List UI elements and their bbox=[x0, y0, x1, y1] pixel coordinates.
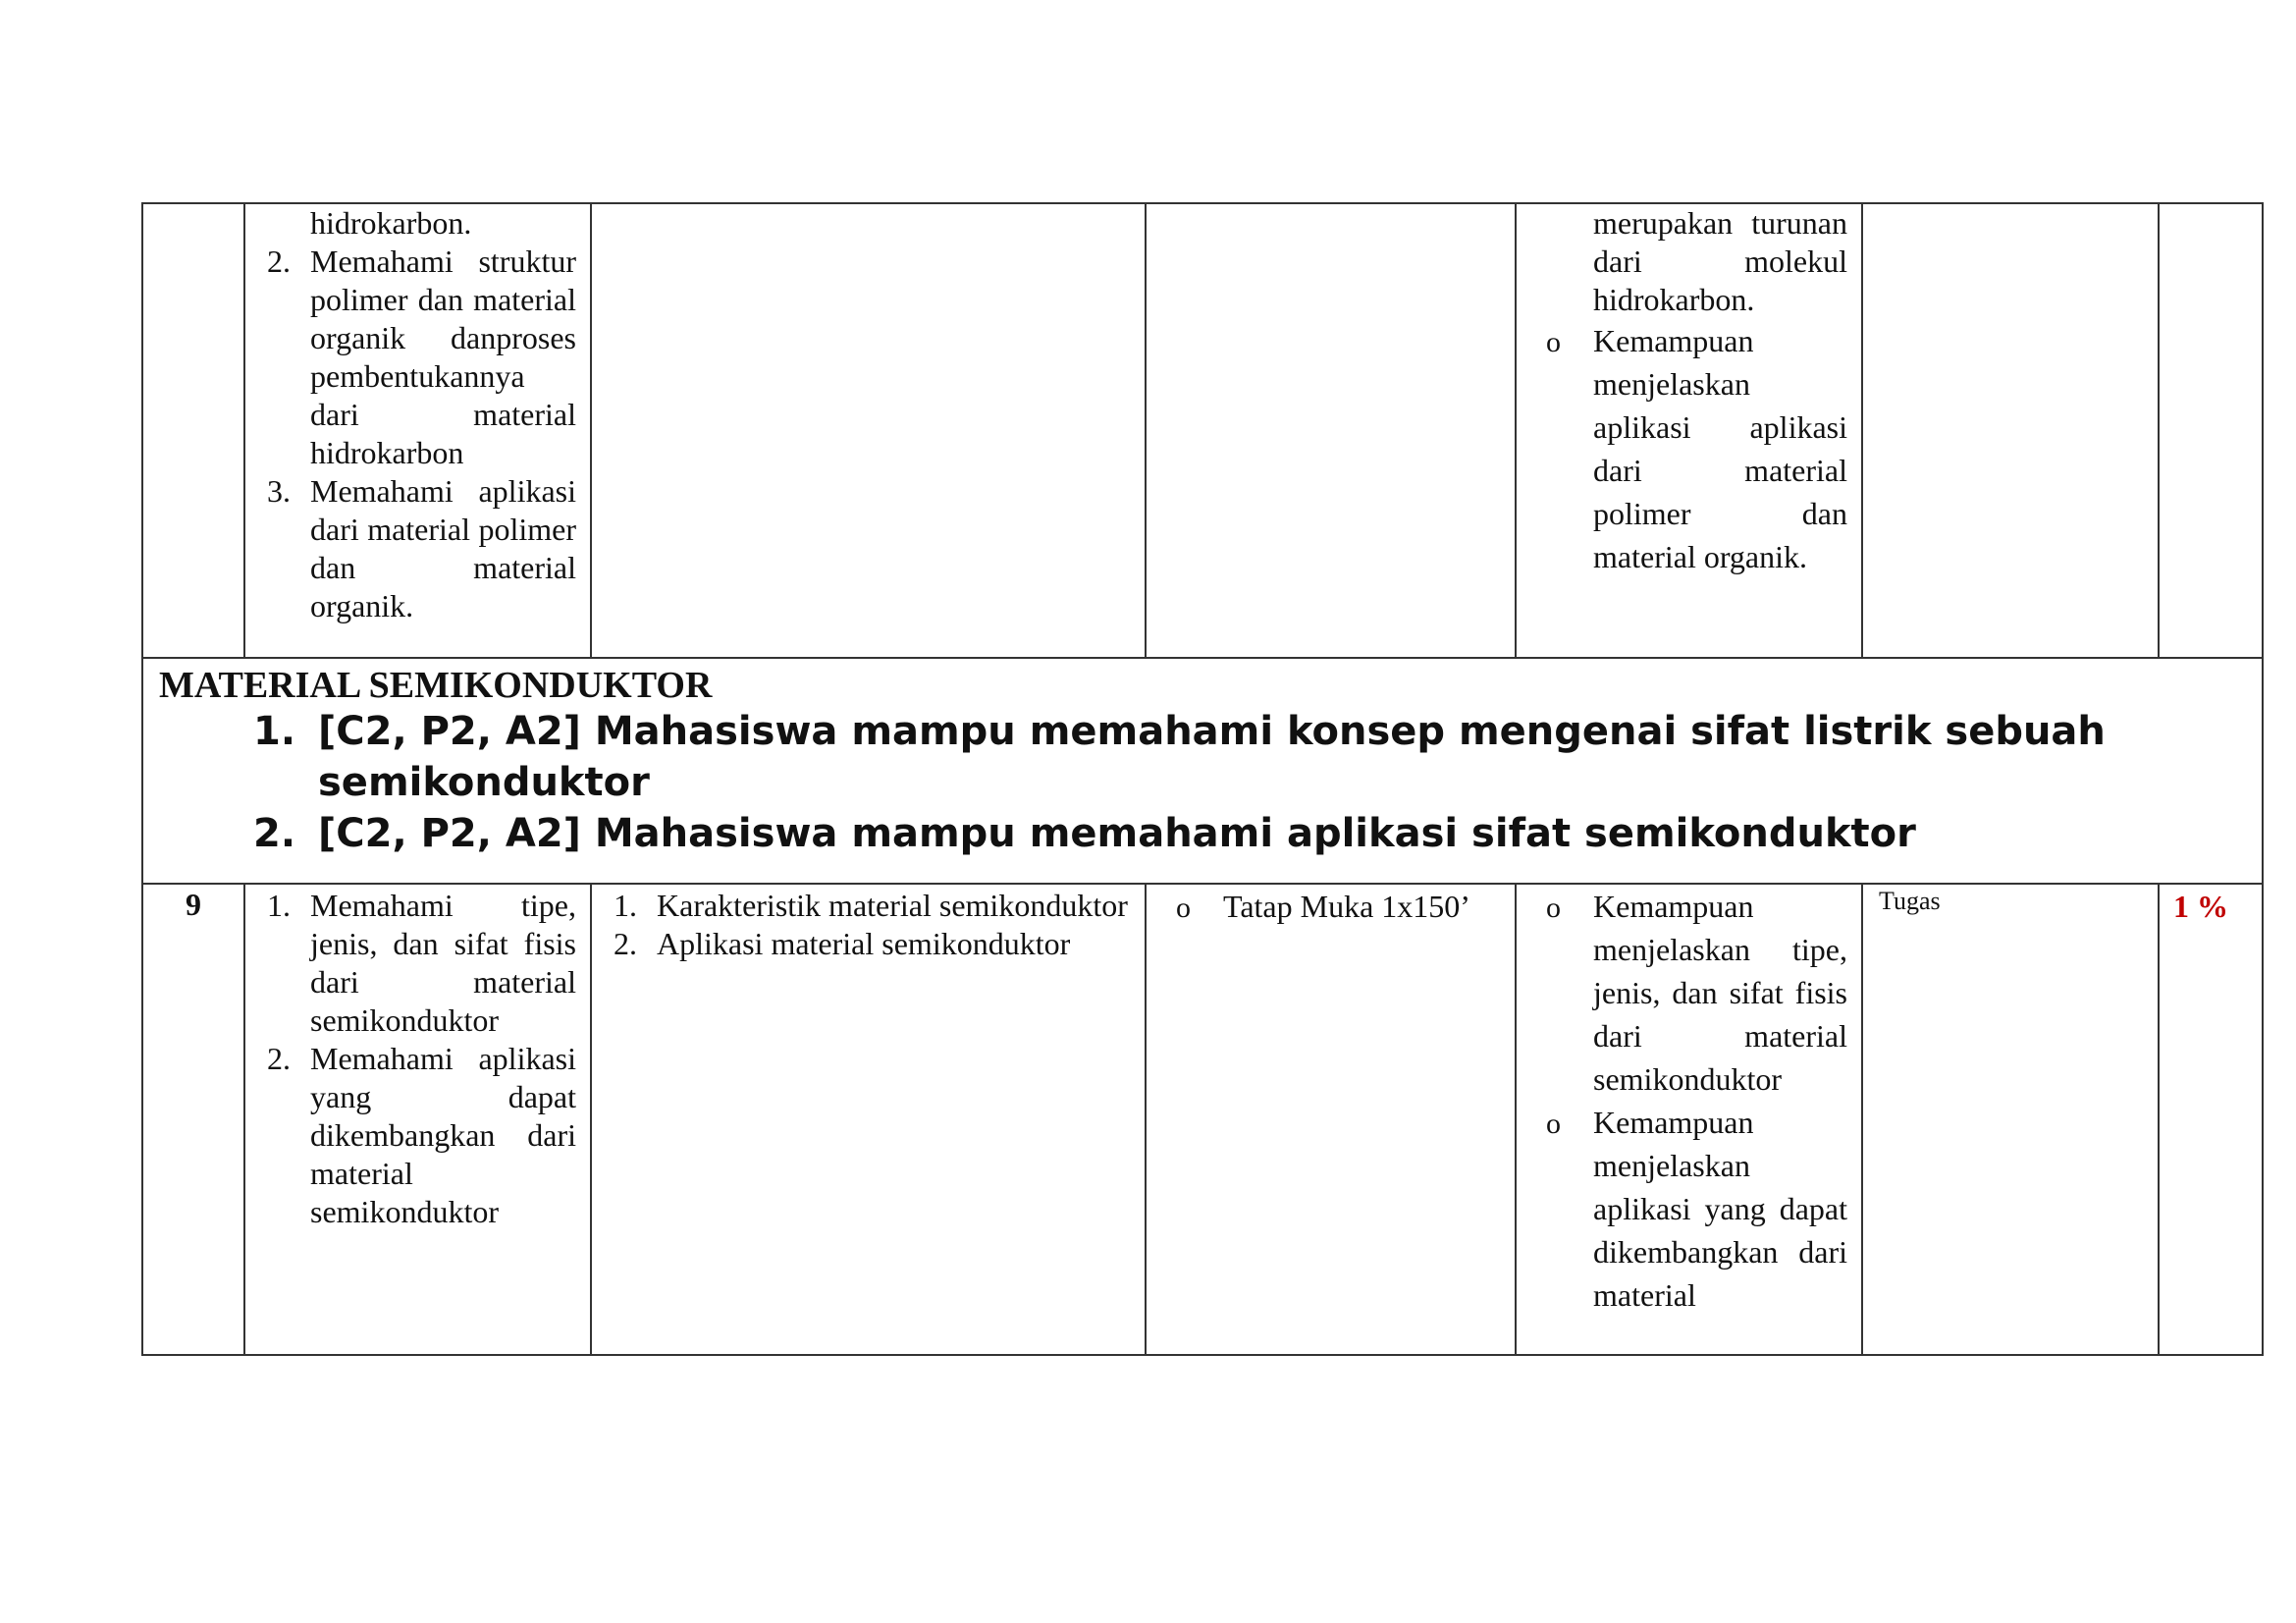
list-item bbox=[259, 1040, 576, 1231]
sub-cpmk-list bbox=[259, 243, 576, 625]
section-cell bbox=[142, 658, 2263, 884]
item-number: 2. bbox=[614, 926, 637, 961]
list-item bbox=[606, 887, 1131, 925]
penilaian-cell-empty bbox=[1862, 203, 2159, 658]
item-number: 2. bbox=[267, 1041, 291, 1076]
penilaian-cell bbox=[1862, 884, 2159, 1355]
section-row bbox=[142, 658, 2263, 884]
bullet-circle-icon: o bbox=[1546, 1108, 1561, 1140]
section-title: MATERIAL SEMIKONDUKTOR bbox=[159, 665, 713, 706]
bullet-circle-icon: o bbox=[1176, 892, 1191, 924]
indikator-cell bbox=[1516, 884, 1862, 1355]
item-text: Tatap Muka 1x150’ bbox=[1223, 889, 1470, 924]
item-number: 2. bbox=[253, 811, 296, 856]
bobot-cell bbox=[2159, 884, 2263, 1355]
cpmk-item bbox=[159, 706, 2244, 808]
week-number: 9 bbox=[186, 887, 201, 922]
item-number: 1. bbox=[253, 709, 296, 754]
continued-text: hidrokarbon. bbox=[310, 205, 472, 241]
list-item bbox=[259, 472, 576, 625]
week-cell bbox=[142, 884, 244, 1355]
list-item bbox=[1530, 1101, 1847, 1317]
materi-list bbox=[606, 887, 1131, 963]
rps-table bbox=[141, 202, 2264, 1356]
item-number: 2. bbox=[267, 243, 291, 279]
item-text: [C2, P2, A2] Mahasiswa mampu memahami aplikasi sifat semikonduktor bbox=[318, 811, 1916, 856]
weight-value: 1 % bbox=[2173, 889, 2228, 924]
metode-cell-empty bbox=[1146, 203, 1516, 658]
item-text: Karakteristik material semikonduktor bbox=[657, 888, 1128, 923]
assessment-type: Tugas bbox=[1879, 887, 1941, 915]
sub-cpmk-cell bbox=[244, 203, 591, 658]
table-row-continued bbox=[142, 203, 2263, 658]
list-item bbox=[259, 887, 576, 1040]
week-cell-empty bbox=[142, 203, 244, 658]
sub-cpmk-cell bbox=[244, 884, 591, 1355]
list-item bbox=[606, 925, 1131, 963]
list-item bbox=[259, 243, 576, 472]
list-item bbox=[1530, 885, 1847, 1101]
item-text: Kemampuan menjelaskan aplikasi yang dapat dikembangkan dari material bbox=[1593, 1105, 1847, 1313]
sub-cpmk-list bbox=[259, 887, 576, 1231]
indikator-list bbox=[1530, 319, 1847, 578]
item-text: Kemampuan menjelaskan aplikasi aplikasi dari material polimer dan material organik. bbox=[1593, 323, 1847, 574]
cpmk-list bbox=[159, 706, 2244, 859]
metode-list bbox=[1160, 885, 1501, 928]
table-row-week-9 bbox=[142, 884, 2263, 1355]
item-text: Kemampuan menjelaskan tipe, jenis, dan sifat fisis dari material semikonduktor bbox=[1593, 889, 1847, 1097]
continued-text: merupakan turunan dari molekul hidrokarbon. bbox=[1593, 205, 1847, 317]
item-text: [C2, P2, A2] Mahasiswa mampu memahami konsep mengenai sifat listrik sebuah semikonduktor bbox=[318, 709, 2106, 805]
item-number: 1. bbox=[614, 888, 637, 923]
item-text: Memahami aplikasi yang dapat dikembangkan dari material semikonduktor bbox=[310, 1041, 576, 1229]
bobot-cell-empty bbox=[2159, 203, 2263, 658]
item-text: Memahami aplikasi dari material polimer dan material organik. bbox=[310, 473, 576, 623]
cpmk-item bbox=[159, 808, 2244, 859]
bullet-circle-icon: o bbox=[1546, 892, 1561, 924]
item-number: 3. bbox=[267, 473, 291, 509]
materi-cell-empty bbox=[591, 203, 1146, 658]
bullet-circle-icon: o bbox=[1546, 326, 1561, 358]
list-item bbox=[1530, 319, 1847, 578]
indikator-list bbox=[1530, 885, 1847, 1317]
indikator-cell bbox=[1516, 203, 1862, 658]
materi-cell bbox=[591, 884, 1146, 1355]
item-number: 1. bbox=[267, 888, 291, 923]
item-text: Aplikasi material semikonduktor bbox=[657, 926, 1071, 961]
list-item bbox=[1160, 885, 1501, 928]
metode-cell bbox=[1146, 884, 1516, 1355]
item-text: Memahami tipe, jenis, dan sifat fisis dari material semikonduktor bbox=[310, 888, 576, 1038]
item-text: Memahami struktur polimer dan material organik danproses pembentukannya dari material hidrokarbon bbox=[310, 243, 576, 470]
